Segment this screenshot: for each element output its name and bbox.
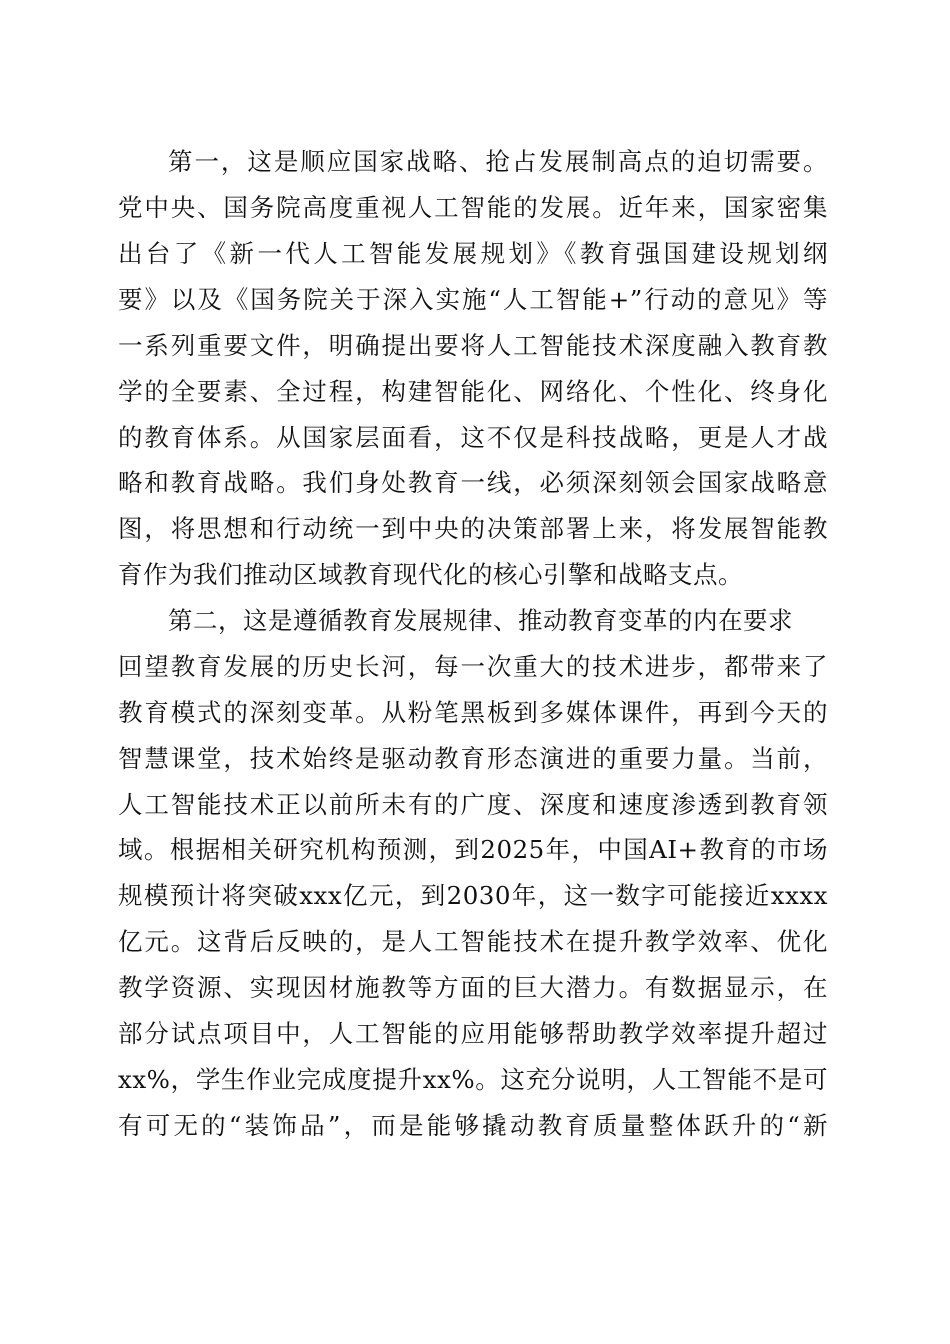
- paragraph-2-line: 规模预计将突破xxx亿元，到2030年，这一数字可能接近xxxx: [118, 881, 828, 910]
- paragraph-1-line: 略和教育战略。我们身处教育一线，必须深刻领会国家战略意: [118, 468, 828, 497]
- paragraph-2-line: 教学资源、实现因材施教等方面的巨大潜力。有数据显示，在: [118, 973, 828, 1002]
- paragraph-1-line: 一系列重要文件，明确提出要将人工智能技术深度融入教育教: [118, 331, 828, 360]
- paragraph-1-line: 图，将思想和行动统一到中央的决策部署上来，将发展智能教: [118, 514, 828, 543]
- paragraph-2-line: xx%，学生作业完成度提升xx%。这充分说明，人工智能不是可: [118, 1065, 828, 1094]
- paragraph-2-line: 亿元。这背后反映的，是人工智能技术在提升教学效率、优化: [118, 927, 828, 956]
- paragraph-1-line: 的教育体系。从国家层面看，这不仅是科技战略，更是人才战: [118, 423, 828, 452]
- paragraph-1-line: 出台了《新一代人工智能发展规划》《教育强国建设规划纲: [118, 239, 828, 268]
- paragraph-2-line: 回望教育发展的历史长河，每一次重大的技术进步，都带来了: [118, 652, 828, 681]
- paragraph-1-line: 学的全要素、全过程，构建智能化、网络化、个性化、终身化: [118, 377, 828, 406]
- paragraph-2-line: 人工智能技术正以前所未有的广度、深度和速度渗透到教育领: [118, 790, 828, 819]
- paragraph-2-line: 教育模式的深刻变革。从粉笔黑板到多媒体课件，再到今天的: [118, 698, 828, 727]
- paragraph-2-line: 有可无的“装饰品”，而是能够撬动教育质量整体跃升的“新: [118, 1111, 828, 1140]
- paragraph-2-line: 智慧课堂，技术始终是驱动教育形态演进的重要力量。当前，: [118, 744, 828, 773]
- paragraph-2-heading: 第二，这是遵循教育发展规律、推动教育变革的内在要求: [168, 606, 793, 635]
- paragraph-1-heading: 第一，这是顺应国家战略、抢占发展制高点的迫切需要。: [168, 147, 828, 176]
- paragraph-1-line: 要》以及《国务院关于深入实施“人工智能+”行动的意见》等: [118, 285, 828, 314]
- paragraph-1-line: 党中央、国务院高度重视人工智能的发展。近年来，国家密集: [118, 193, 828, 222]
- paragraph-1-line: 育作为我们推动区域教育现代化的核心引擎和战略支点。: [118, 560, 743, 589]
- paragraph-2-line: 域。根据相关研究机构预测，到2025年，中国AI+教育的市场: [118, 835, 828, 864]
- paragraph-2-line: 部分试点项目中，人工智能的应用能够帮助教学效率提升超过: [118, 1019, 828, 1048]
